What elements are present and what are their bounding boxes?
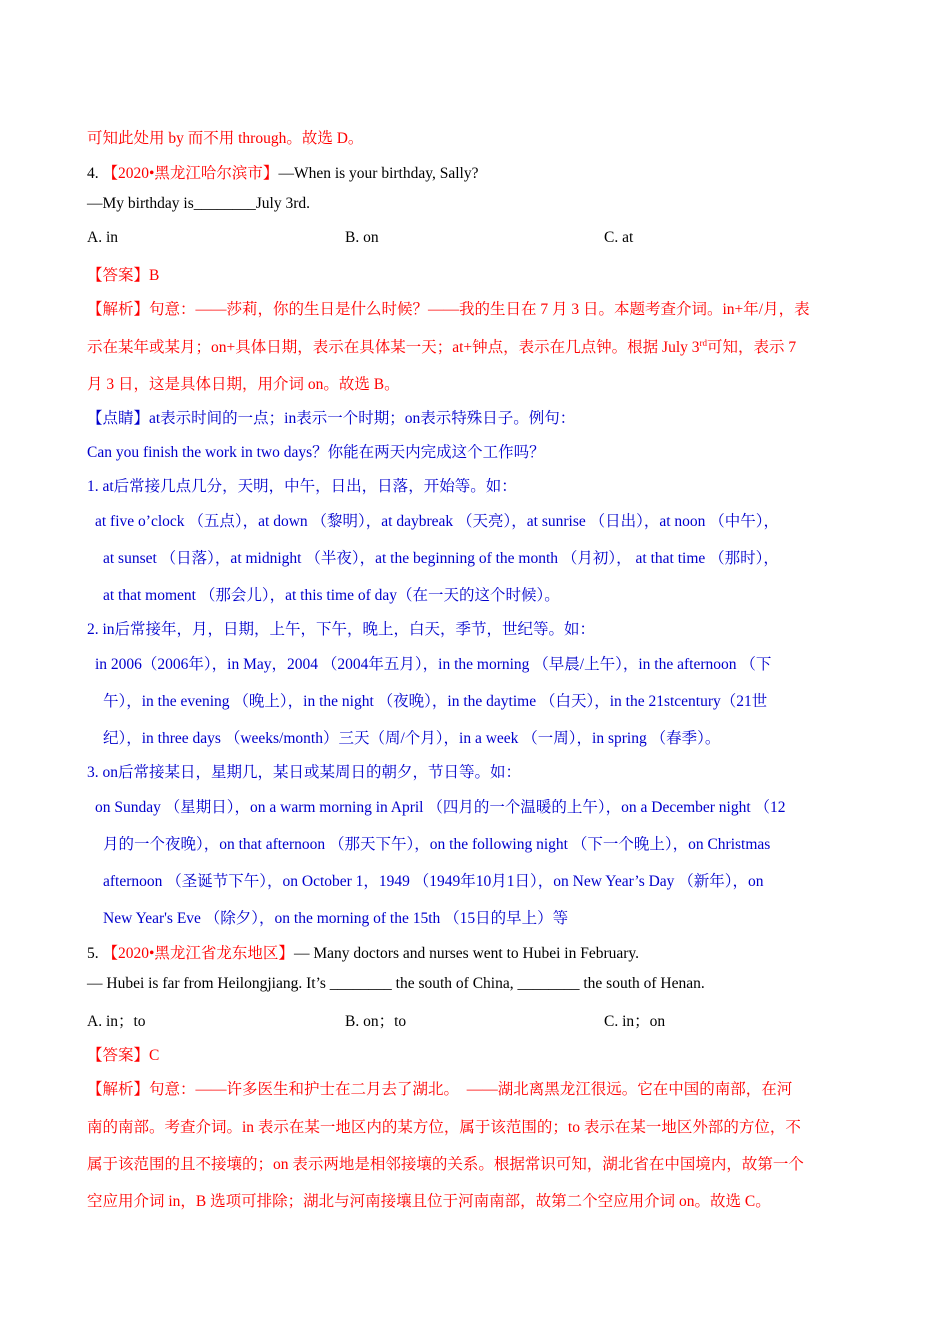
q4-tip-7: 2. in后常接年，月，日期，上午，下午，晚上，白天，季节，世纪等。如： bbox=[87, 621, 596, 638]
q4-tip-4: at five o’clock （五点），at down （黎明），at daybreak （天亮），at sunrise （日出），at noon （中午）， bbox=[95, 513, 780, 530]
q4-option-c: C. at bbox=[604, 229, 634, 246]
q4-tip-15: New Year's Eve （除夕），on the morning of the 15th （15日的早上）等 bbox=[103, 910, 569, 927]
q4-analysis-line-2a: 示在某年或某月；on+具体日期，表示在具体某一天；at+钟点，表示在几点钟。根据 July 3 bbox=[87, 339, 700, 356]
q4-tip-11: 3. on后常接某日，星期几，某日或某周日的朝夕，节日等。如： bbox=[87, 764, 522, 781]
q5-analysis-line-3: 属于该范围的且不接壤的；on 表示两地是相邻接壤的关系。根据常识可知，湖北省在中国境内，故第一个 bbox=[87, 1156, 804, 1173]
q4-tip-10: 纪），in three days （weeks/month）三天（周/个月），in a week （一周），in spring （春季）。 bbox=[103, 730, 721, 747]
q5-option-c: C. in；on bbox=[604, 1013, 666, 1030]
q4-analysis-line-2b: 可知，表示 7 bbox=[707, 339, 797, 356]
q4-analysis-sup: rd bbox=[699, 337, 708, 348]
q4-question bbox=[87, 161, 478, 183]
q4-analysis-line-1: 【解析】句意：——莎莉，你的生日是什么时候？——我的生日在 7 月 3 日。本题考查介词。in+年/月，表 bbox=[87, 301, 810, 318]
q5-question-text: — Many doctors and nurses went to Hubei in February. bbox=[293, 945, 640, 962]
q5-line2: — Hubei is far from Heilongjiang. It’s ________ the south of China, ________ the south of Henan. bbox=[87, 975, 705, 992]
q4-question-text: —When is your birthday, Sally? bbox=[278, 165, 479, 182]
q4-analysis-line-3: 月 3 日，这是具体日期，用介词 on。故选 B。 bbox=[87, 376, 400, 393]
q5-analysis-line-1: 【解析】句意：——许多医生和护士在二月去了湖北。 ——湖北离黑龙江很远。它在中国的南部，在河 bbox=[87, 1081, 793, 1098]
q4-tip-9: 午），in the evening （晚上），in the night （夜晚），in the daytime （白天），in the 21stcentury（21世 bbox=[103, 693, 768, 710]
q4-option-a: A. in bbox=[87, 229, 118, 246]
intro-tail: 可知此处用 by 而不用 through。故选 D。 bbox=[87, 130, 364, 147]
q4-tip-3: 1. at后常接几点几分，天明，中午，日出，日落，开始等。如： bbox=[87, 478, 517, 495]
q4-answer: 【答案】B bbox=[87, 267, 160, 284]
q5-source: 【2020•黑龙江省龙东地区】 bbox=[102, 945, 294, 962]
q5-question bbox=[87, 941, 639, 963]
q5-answer: 【答案】C bbox=[87, 1047, 160, 1064]
q4-tip-14: afternoon （圣诞节下午），on October 1，1949 （1949年10月1日），on New Year’s Day （新年），on bbox=[103, 873, 764, 890]
q4-source: 【2020•黑龙江哈尔滨市】 bbox=[102, 165, 279, 182]
q4-number: 4. bbox=[87, 165, 103, 182]
q5-option-a: A. in；to bbox=[87, 1013, 146, 1030]
q4-tip-2: Can you finish the work in two days？你能在两天内完成这个工作吗？ bbox=[87, 444, 545, 461]
q4-tip-5: at sunset （日落），at midnight （半夜），at the beginning of the month （月初）， at that time （那时）， bbox=[103, 550, 779, 567]
q4-tip-1: 【点睛】at表示时间的一点；in表示一个时期；on表示特殊日子。例句： bbox=[87, 410, 576, 427]
q4-tip-6: at that moment （那会儿），at this time of day（在一天的这个时候）。 bbox=[103, 587, 560, 604]
q4-tip-8: in 2006（2006年），in May，2004 （2004年五月），in the morning （早晨/上午），in the afternoon （下 bbox=[95, 656, 772, 673]
q5-option-b: B. on；to bbox=[345, 1013, 407, 1030]
q5-analysis-line-4: 空应用介词 in，B 选项可排除；湖北与河南接壤且位于河南南部，故第二个空应用介词 on。故选 C。 bbox=[87, 1193, 771, 1210]
q4-analysis-line-2 bbox=[87, 335, 796, 357]
q4-option-b: B. on bbox=[345, 229, 379, 246]
q5-analysis-line-2: 南的南部。考查介词。in 表示在某一地区内的某方位，属于该范围的；to 表示在某一地区外部的方位，不 bbox=[87, 1119, 801, 1136]
q5-number: 5. bbox=[87, 945, 103, 962]
q4-line2: —My birthday is________July 3rd. bbox=[87, 195, 311, 212]
q4-tip-12: on Sunday （星期日），on a warm morning in April （四月的一个温暖的上午），on a December night （12 bbox=[95, 799, 786, 816]
q4-tip-13: 月的一个夜晚），on that afternoon （那天下午），on the following night （下一个晚上），on Christmas bbox=[103, 836, 771, 853]
